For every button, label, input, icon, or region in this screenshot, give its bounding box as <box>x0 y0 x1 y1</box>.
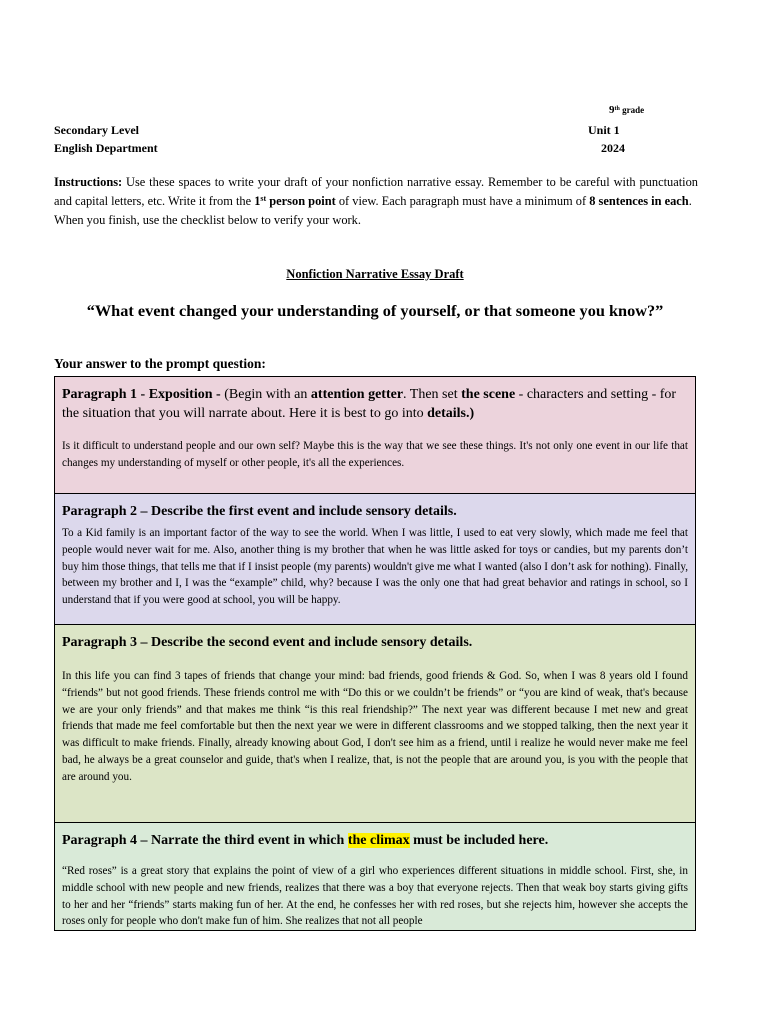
p4-head-post: must be included here. <box>409 833 549 848</box>
grade-number: 9 <box>609 104 615 116</box>
paragraph-3-box[interactable] <box>55 625 695 823</box>
answer-label: Your answer to the prompt question: <box>54 356 266 371</box>
paragraph-boxes <box>54 376 696 931</box>
grade-word: grade <box>622 105 645 115</box>
paragraph-2-text: To a Kid family is an important factor of the way to see the world. When I was little, I used to eat very slowly, which made me feel that people would never wait for me. Also, another thing is my brother that when he was little asked for toys or candies, but my parents don’t buy him those things, that tells me that if I insist people (my parents) wouldn't give me what I wanted (also I don’t ask for nothing). Finally, between my brother and I, I was the “example” child, why? because I was the only one that had great behavior and ratings in school, so I understand that if you were good at school, you will be happy. <box>62 527 688 607</box>
school-level: Secondary Level <box>54 123 139 137</box>
p1-head-t3: - characters and setting - for the situation that you will narrate about. Here it is best to go into <box>62 387 677 421</box>
paragraph-1-heading <box>62 385 688 423</box>
header-left <box>54 121 158 157</box>
paragraph-4-heading <box>62 831 688 850</box>
paragraph-4-box[interactable] <box>55 823 695 930</box>
paragraph-2-heading <box>62 502 688 521</box>
p1-head-b3: the scene <box>461 387 516 402</box>
p1-head-t2: . Then set <box>403 387 462 402</box>
paragraph-3-text: In this life you can find 3 tapes of friends that change your mind: bad friends, good friends & God. So, when I was 8 years old I found “friends” but not good friends. These friends control me with “Do this or we couldn’t be friends” or “you are kind of weak, that's because we are your only friends” and that makes me think “is this real friendship?” The next year was different because I met new and great friends that made me feel comfortable but then the next year we were in different classrooms and we stopped talking, then the next year it was difficult to make friends. Finally, already knowing about God, I don't see him as a friend, until i realize he would never make me feel bad, he always be a great counselor and guide, that's when I realize, that, is not the people that are around you, is you with the people that are around you. <box>62 670 688 783</box>
p1-head-t1: (Begin with an <box>220 387 311 402</box>
p4-head-pre: Paragraph 4 – Narrate the third event in which <box>62 833 348 848</box>
year-label: 2024 <box>601 141 625 155</box>
grade-label <box>609 104 644 116</box>
unit-label: Unit 1 <box>588 123 620 137</box>
person-suffix: st <box>260 194 267 203</box>
person-point <box>254 194 336 208</box>
prompt-question: “What event changed your understanding of yourself, or that someone you know?” <box>86 301 664 320</box>
p1-head-b2: attention getter <box>310 387 404 402</box>
instructions <box>54 173 698 230</box>
min-sentences: 8 sentences in each <box>589 194 689 208</box>
paragraph-3-heading <box>62 633 688 652</box>
person-rest: person point <box>266 194 336 208</box>
instructions-text-1: Use these spaces to write your draft of your nonfiction narrative essay. Remember to be careful with punctuation and capital letters, etc. Write it from the <box>54 175 698 208</box>
paragraph-4-text: “Red roses” is a great story that explains the point of view of a girl who experiences different situations in middle school. First, she, in middle school with new people and new friends, realizes that there was a boy that everyone rejects. Then that weak boy starts giving gifts to her and her “friends” starts making fun of her. At the end, he confesses her with red roses, but she rejects him, however she accepts the roses only for people who don't make fun of him. She realizes that not all people <box>62 865 688 928</box>
p3-head: Paragraph 3 – Describe the second event and include sensory details. <box>62 635 473 650</box>
p2-head: Paragraph 2 – Describe the first event and include sensory details. <box>62 504 457 519</box>
essay-title: Nonfiction Narrative Essay Draft <box>286 267 464 281</box>
p4-head <box>62 833 548 848</box>
instructions-text-3: . <box>688 194 692 208</box>
person-number: 1 <box>254 194 261 208</box>
climax-highlight: the climax <box>347 833 410 848</box>
department: English Department <box>54 141 158 155</box>
instructions-paragraph <box>54 173 698 211</box>
paragraph-2-box[interactable] <box>55 494 695 625</box>
instructions-text-2: of view. Each paragraph must have a minimum of <box>335 194 590 208</box>
grade-suffix: th <box>614 106 620 112</box>
paragraph-1-text: Is it difficult to understand people and our own self? Maybe this is the way that we see these things. It's not only one event in our life that changes my understanding of myself or other people, it's all the experiences. <box>62 440 688 469</box>
instructions-line-2: When you finish, use the checklist below to verify your work. <box>54 213 361 227</box>
p1-head-b4: details.) <box>427 406 475 421</box>
paragraph-1-box[interactable] <box>55 377 695 494</box>
header-right <box>588 121 625 157</box>
instructions-label: Instructions: <box>54 175 123 189</box>
p1-head-bold: Paragraph 1 - Exposition - <box>62 387 221 402</box>
